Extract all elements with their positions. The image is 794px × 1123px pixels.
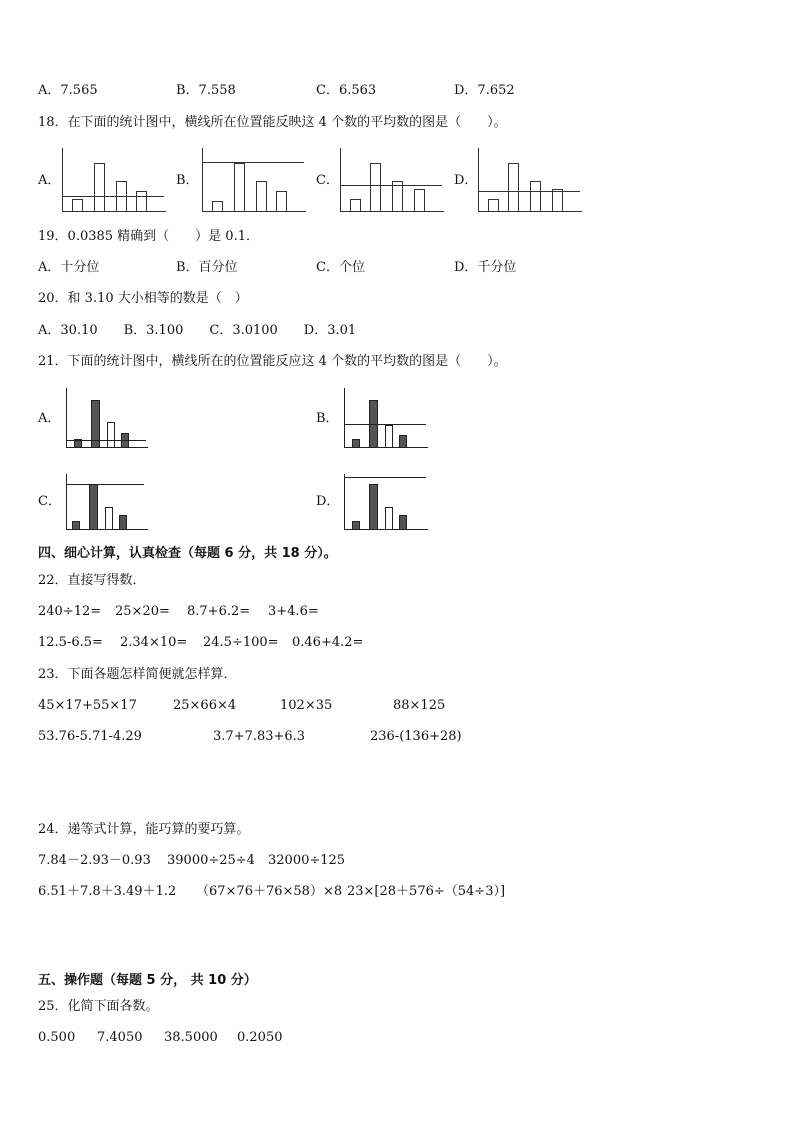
q24-item: 32000÷125 xyxy=(268,853,346,868)
q21-label-a: A． xyxy=(38,411,61,426)
q22-item: 0.46+4.2= xyxy=(292,635,364,650)
q22-item: 25×20= xyxy=(115,604,170,619)
q22-item: 8.7+6.2= xyxy=(187,604,251,619)
q21-chart-b xyxy=(344,388,428,450)
q18-label-b: B． xyxy=(176,173,199,188)
q25-number: 7.4050 xyxy=(97,1030,143,1045)
q20-options: A．30.10 B．3.100 C．3.0100 D．3.01 xyxy=(38,323,357,338)
q23-item: 236-(136+28) xyxy=(370,729,462,744)
q24-item: （67×76＋76×58）×8 xyxy=(196,884,343,899)
q17-option-d: D．7.652 xyxy=(454,83,515,98)
q18-label-c: C． xyxy=(316,173,339,188)
q19-option-a: A．十分位 xyxy=(38,260,100,275)
q19-question: 19．0.0385 精确到（ ）是 0.1． xyxy=(38,229,259,244)
q24-item: 7.84－2.93－0.93 xyxy=(38,853,151,868)
q21-label-d: D． xyxy=(316,494,340,509)
q21-chart-c xyxy=(66,474,148,532)
q18-question: 18．在下面的统计图中，横线所在位置能反映这 4 个数的平均数的图是（ ）。 xyxy=(38,115,507,130)
q18-label-a: A． xyxy=(38,173,61,188)
q22-item: 24.5÷100= xyxy=(203,635,279,650)
q21-label-c: C． xyxy=(38,494,61,509)
q25-number: 0.2050 xyxy=(237,1030,283,1045)
q23-item: 45×17+55×17 xyxy=(38,698,137,713)
q24-question: 24．递等式计算，能巧算的要巧算。 xyxy=(38,822,250,837)
q23-item: 88×125 xyxy=(393,698,446,713)
q25-number: 38.5000 xyxy=(164,1030,218,1045)
section-5-title: 五、操作题（每题 5 分， 共 10 分） xyxy=(38,973,257,988)
q23-item: 102×35 xyxy=(280,698,333,713)
q22-item: 3+4.6= xyxy=(268,604,319,619)
q17-option-a: A．7.565 xyxy=(38,83,98,98)
q24-item: 6.51＋7.8＋3.49＋1.2 xyxy=(38,884,177,899)
q19-option-b: B．百分位 xyxy=(176,260,238,275)
q24-item: 39000÷25÷4 xyxy=(167,853,255,868)
q21-label-b: B． xyxy=(316,411,339,426)
q22-item: 240÷12= xyxy=(38,604,102,619)
q18-chart-d xyxy=(478,148,582,212)
q24-item: 23×[28＋576÷（54÷3）] xyxy=(347,884,506,899)
q19-option-d: D．千分位 xyxy=(454,260,517,275)
q17-option-b: B．7.558 xyxy=(176,83,236,98)
q22-item: 12.5-6.5= xyxy=(38,635,103,650)
q18-chart-a xyxy=(62,148,166,212)
q20-question: 20．和 3.10 大小相等的数是（ ） xyxy=(38,291,248,306)
q25-number: 0.500 xyxy=(38,1030,76,1045)
q21-chart-a xyxy=(66,388,148,450)
q23-question: 23．下面各题怎样简便就怎样算． xyxy=(38,667,237,682)
q18-chart-b xyxy=(202,148,306,212)
q22-question: 22．直接写得数． xyxy=(38,573,146,588)
q19-option-c: C．个位 xyxy=(316,260,365,275)
q23-item: 53.76-5.71-4.29 xyxy=(38,729,142,744)
q18-label-d: D． xyxy=(454,173,478,188)
section-4-title: 四、细心计算，认真检查（每题 6 分，共 18 分）。 xyxy=(38,546,337,561)
q22-item: 2.34×10= xyxy=(120,635,188,650)
q23-item: 25×66×4 xyxy=(173,698,237,713)
q17-option-c: C．6.563 xyxy=(316,83,377,98)
q18-chart-c xyxy=(340,148,444,212)
q23-item: 3.7+7.83+6.3 xyxy=(213,729,306,744)
q21-question: 21．下面的统计图中，横线所在的位置能反应这 4 个数的平均数的图是（ ）。 xyxy=(38,354,507,369)
q25-question: 25．化简下面各数。 xyxy=(38,999,159,1014)
q21-chart-d xyxy=(344,474,428,532)
